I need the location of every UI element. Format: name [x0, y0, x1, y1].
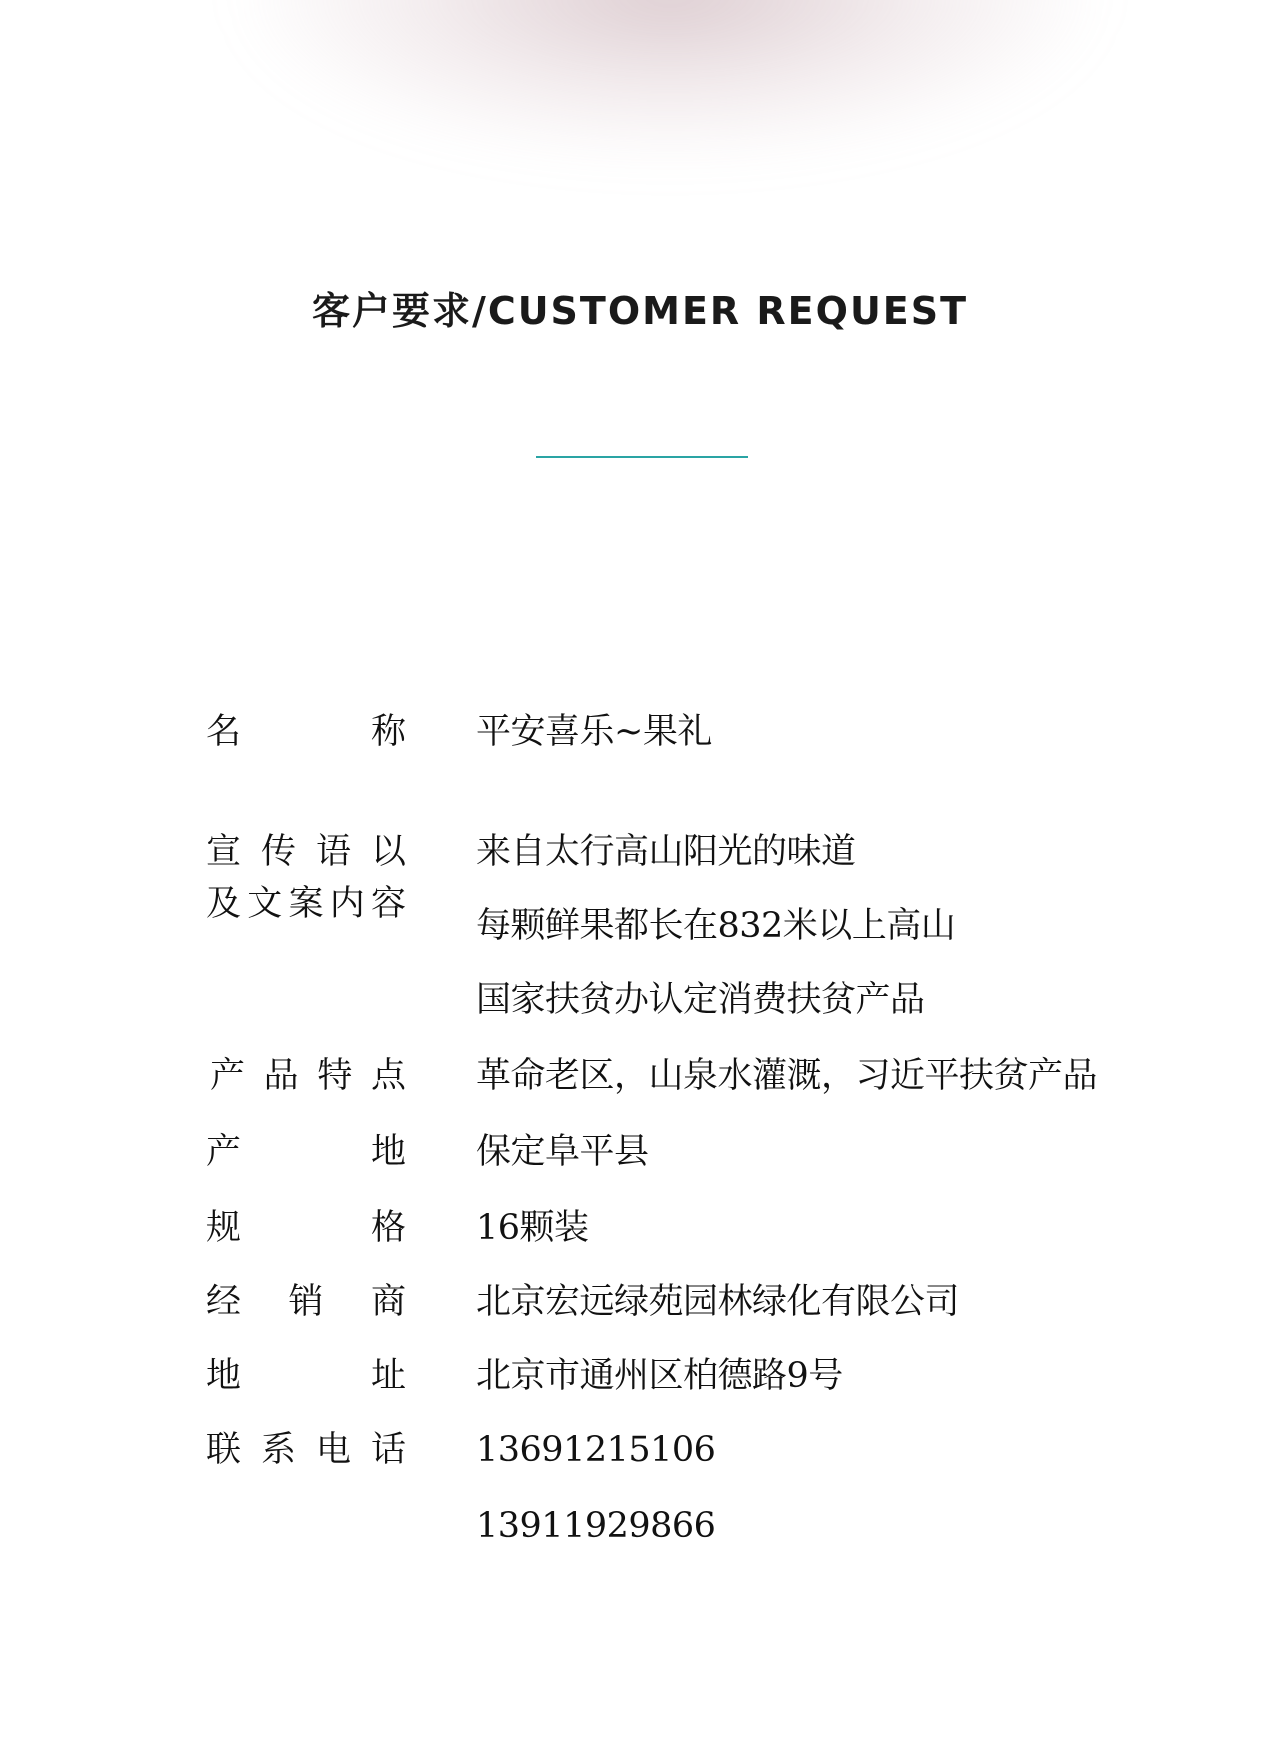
value-address: 北京市通州区柏德路9号: [476, 1356, 843, 1396]
label-phone: [206, 1424, 406, 1476]
label-char: 名: [206, 712, 242, 752]
value-slogan-3: 国家扶贫办认定消费扶贫产品: [476, 980, 925, 1020]
label-char: 系: [260, 1430, 296, 1470]
label-char: 话: [370, 1430, 406, 1470]
label-slogan-line1: [206, 826, 406, 878]
label-char: 以: [370, 832, 406, 872]
label-char: 及: [206, 884, 242, 924]
value-spec: 16颗装: [476, 1208, 589, 1248]
value-features: 革命老区，山泉水灌溉，习近平扶贫产品: [476, 1056, 1098, 1096]
label-char: 语: [315, 832, 351, 872]
label-char: 联: [206, 1430, 242, 1470]
label-features: [210, 1050, 406, 1102]
value-distributor: 北京宏远绿苑园林绿化有限公司: [476, 1282, 960, 1322]
label-char: 点: [370, 1056, 406, 1096]
label-name: [206, 706, 406, 758]
label-char: 称: [370, 712, 406, 752]
label-char: 地: [370, 1132, 406, 1172]
value-phone-1: 13691215106: [476, 1430, 716, 1470]
label-address: [206, 1350, 406, 1402]
label-slogan-line2: [206, 878, 406, 930]
label-char: 销: [288, 1282, 324, 1322]
value-slogan-2: 每颗鲜果都长在832米以上高山: [476, 906, 956, 946]
label-char: 产: [206, 1132, 242, 1172]
label-distributor: [206, 1276, 406, 1328]
page-title: 客户要求/CUSTOMER REQUEST: [311, 289, 969, 333]
value-name: 平安喜乐~果礼: [476, 712, 712, 752]
title-divider: [536, 456, 748, 458]
label-origin: [206, 1126, 406, 1178]
label-char: 案: [288, 884, 324, 924]
label-char: 容: [370, 884, 406, 924]
top-decorative-shadow: [240, 0, 1100, 160]
label-char: 址: [370, 1356, 406, 1396]
label-char: 规: [206, 1208, 242, 1248]
label-char: 地: [206, 1356, 242, 1396]
value-phone-2: 13911929866: [476, 1506, 716, 1546]
value-slogan-1: 来自太行高山阳光的味道: [476, 832, 856, 872]
label-char: 商: [370, 1282, 406, 1322]
label-char: 格: [370, 1208, 406, 1248]
label-slogan: [206, 826, 406, 930]
label-char: 文: [247, 884, 283, 924]
label-char: 内: [329, 884, 365, 924]
label-char: 经: [206, 1282, 242, 1322]
value-origin: 保定阜平县: [476, 1132, 649, 1172]
label-char: 传: [260, 832, 296, 872]
label-char: 产: [210, 1056, 246, 1096]
label-spec: [206, 1202, 406, 1254]
label-char: 特: [317, 1056, 353, 1096]
label-char: 宣: [206, 832, 242, 872]
label-char: 品: [263, 1056, 299, 1096]
label-char: 电: [315, 1430, 351, 1470]
